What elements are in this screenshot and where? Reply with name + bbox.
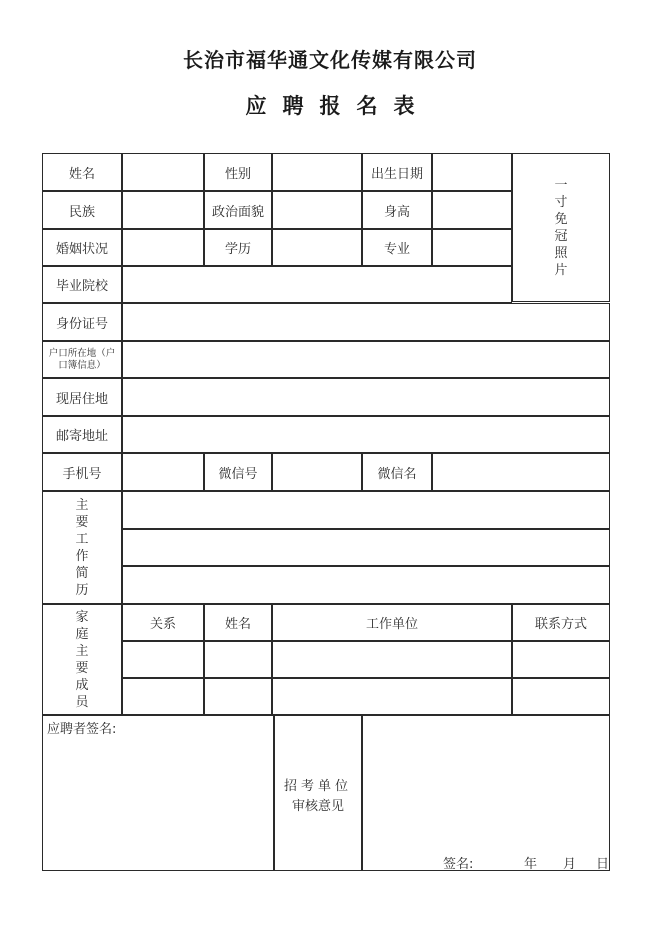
id-number-field[interactable] — [122, 303, 610, 341]
politics-label: 政治面貌 — [204, 191, 272, 229]
family-label-text: 家庭主要成员 — [75, 609, 89, 710]
name-label: 姓名 — [42, 153, 122, 191]
major-field[interactable] — [432, 229, 512, 266]
review-label-line-1: 招考单位 — [283, 779, 352, 794]
family-row-2-workplace[interactable] — [272, 678, 512, 715]
family-row-2-contact[interactable] — [512, 678, 610, 715]
wechat-id-label: 微信号 — [204, 453, 272, 491]
photo-box[interactable] — [512, 153, 610, 302]
company-name: 长治市福华通文化传媒有限公司 — [183, 48, 477, 72]
school-field[interactable] — [122, 266, 512, 303]
birth-date-field[interactable] — [432, 153, 512, 191]
photo-label: 一寸免冠照片 — [554, 177, 568, 278]
residence-label: 现居住地 — [42, 378, 122, 416]
education-field[interactable] — [272, 229, 362, 266]
family-row-1-name[interactable] — [204, 641, 272, 678]
phone-label: 手机号 — [42, 453, 122, 491]
gender-label: 性别 — [204, 153, 272, 191]
birth-date-label: 出生日期 — [362, 153, 432, 191]
mailing-address-label: 邮寄地址 — [42, 416, 122, 453]
work-resume-label — [42, 491, 122, 604]
mailing-address-field[interactable] — [122, 416, 610, 453]
day-label: 日 — [596, 857, 610, 872]
politics-field[interactable] — [272, 191, 362, 229]
family-col-relation: 关系 — [122, 604, 204, 641]
ethnicity-label: 民族 — [42, 191, 122, 229]
name-field[interactable] — [122, 153, 204, 191]
review-opinion-box[interactable] — [362, 715, 610, 871]
year-label: 年 — [524, 857, 538, 872]
family-col-name: 姓名 — [204, 604, 272, 641]
month-label: 月 — [563, 857, 577, 872]
applicant-signature-label: 应聘者签名: — [47, 722, 117, 737]
height-label: 身高 — [362, 191, 432, 229]
education-label: 学历 — [204, 229, 272, 266]
family-row-1-workplace[interactable] — [272, 641, 512, 678]
wechat-name-field[interactable] — [432, 453, 610, 491]
family-row-2-name[interactable] — [204, 678, 272, 715]
marital-field[interactable] — [122, 229, 204, 266]
family-row-1-contact[interactable] — [512, 641, 610, 678]
review-label-line-2: 审核意见 — [291, 799, 344, 814]
review-label-cell — [274, 715, 362, 871]
family-row-2-relation[interactable] — [122, 678, 204, 715]
family-col-workplace: 工作单位 — [272, 604, 512, 641]
residence-field[interactable] — [122, 378, 610, 416]
family-row-1-relation[interactable] — [122, 641, 204, 678]
hukou-label: 户口所在地（户口簿信息） — [42, 341, 122, 378]
form-title: 应聘报名表 — [245, 93, 431, 118]
height-field[interactable] — [432, 191, 512, 229]
school-label: 毕业院校 — [42, 266, 122, 303]
resume-line-1[interactable] — [122, 491, 610, 529]
wechat-name-label: 微信名 — [362, 453, 432, 491]
resume-line-2[interactable] — [122, 529, 610, 566]
family-col-contact: 联系方式 — [512, 604, 610, 641]
major-label: 专业 — [362, 229, 432, 266]
marital-label: 婚姻状况 — [42, 229, 122, 266]
review-sign-label: 签名: — [443, 857, 474, 872]
resume-line-3[interactable] — [122, 566, 610, 604]
gender-field[interactable] — [272, 153, 362, 191]
applicant-signature-box[interactable] — [42, 715, 274, 871]
family-label — [42, 604, 122, 715]
ethnicity-field[interactable] — [122, 191, 204, 229]
wechat-id-field[interactable] — [272, 453, 362, 491]
work-resume-label-text: 主要工作简历 — [75, 497, 89, 598]
phone-field[interactable] — [122, 453, 204, 491]
id-number-label: 身份证号 — [42, 303, 122, 341]
hukou-field[interactable] — [122, 341, 610, 378]
